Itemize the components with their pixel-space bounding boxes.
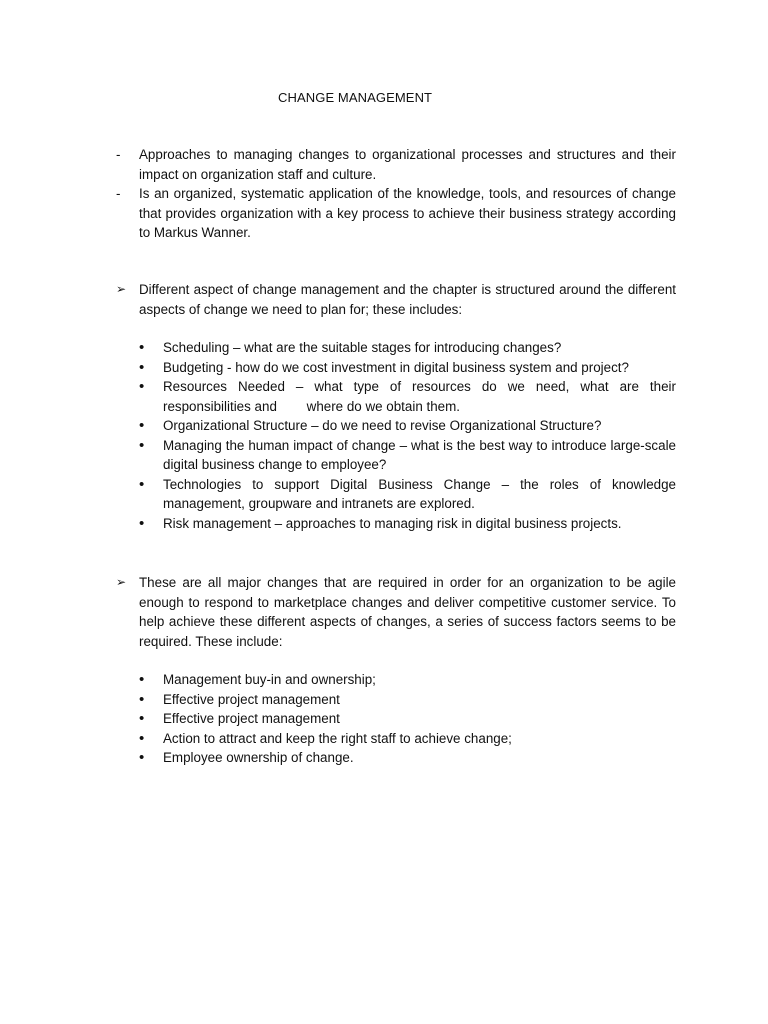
list-item: [139, 475, 676, 514]
section-2-text: These are all major changes that are required in order for an organization to be agile enough to respond to marketplace changes and deliver competitive customer service. To help achieve these different aspects of changes, a series of success factors seems to be required. These include:: [139, 575, 676, 649]
section-1-text: Different aspect of change management and the chapter is structured around the different aspects of change we need to plan for; these includes:: [139, 282, 676, 317]
intro-text: Approaches to managing changes to organizational processes and structures and their impact on organization staff and culture.: [139, 147, 676, 182]
section-1-paragraph: [116, 280, 676, 319]
bullet-icon: •: [139, 671, 145, 688]
list-item: [139, 416, 676, 436]
dash-marker: -: [116, 147, 121, 162]
bullet-text: Managing the human impact of change – what is the best way to introduce large-scale digital business change to employee?: [163, 437, 676, 472]
list-item: [139, 514, 676, 534]
list-item: [139, 690, 676, 710]
section-2-paragraph: [116, 573, 676, 651]
bullet-icon: •: [139, 710, 145, 727]
list-item: [139, 709, 676, 729]
list-item: [139, 670, 676, 690]
bullet-icon: •: [139, 358, 145, 376]
bullet-text: Scheduling – what are the suitable stages for introducing changes?: [163, 340, 562, 355]
list-item: [116, 184, 676, 243]
arrow-bullet-icon: ➢: [116, 282, 127, 296]
bullet-icon: •: [139, 749, 145, 766]
bullet-icon: •: [139, 729, 145, 747]
intro-text: Is an organized, systematic application of the knowledge, tools, and resources of change that provides organization with a key process to achieve their business strategy according to Markus Wanner.: [139, 186, 676, 240]
list-item: [116, 145, 676, 184]
bullet-text: Management buy-in and ownership;: [163, 672, 376, 687]
list-item: [139, 748, 676, 768]
bullet-icon: •: [139, 690, 145, 708]
bullet-text: Effective project management: [163, 691, 340, 707]
section-2-bullet-list: [139, 670, 676, 768]
list-item: [139, 377, 680, 416]
bullet-text: Effective project management: [163, 711, 340, 726]
page-title: CHANGE MANAGEMENT: [278, 90, 433, 105]
list-item: [139, 338, 676, 358]
bullet-icon: •: [139, 378, 145, 395]
arrow-bullet-icon: ➢: [116, 575, 127, 589]
bullet-icon: •: [139, 436, 145, 454]
list-item: [139, 729, 676, 749]
bullet-text: Employee ownership of change.: [163, 750, 354, 765]
bullet-icon: •: [139, 475, 145, 493]
dash-marker: -: [116, 186, 121, 201]
bullet-icon: •: [139, 514, 145, 532]
bullet-text: Resources Needed – what type of resources do we need, what are their responsibilities and where do we obtain them.: [163, 379, 680, 414]
bullet-text: Organizational Structure – do we need to revise Organizational Structure?: [163, 418, 602, 433]
bullet-text: Budgeting - how do we cost investment in digital business system and project?: [163, 359, 629, 375]
list-item: [139, 358, 676, 378]
bullet-icon: •: [139, 339, 145, 356]
bullet-text: Risk management – approaches to managing risk in digital business projects.: [163, 515, 622, 531]
bullet-text: Action to attract and keep the right staff to achieve change;: [163, 730, 512, 746]
section-1-bullet-list: [139, 338, 680, 533]
intro-list: [116, 145, 676, 243]
bullet-text: Technologies to support Digital Business Change – the roles of knowledge management, groupware and intranets are explored.: [163, 476, 676, 511]
list-item: [139, 436, 676, 475]
bullet-icon: •: [139, 417, 145, 434]
